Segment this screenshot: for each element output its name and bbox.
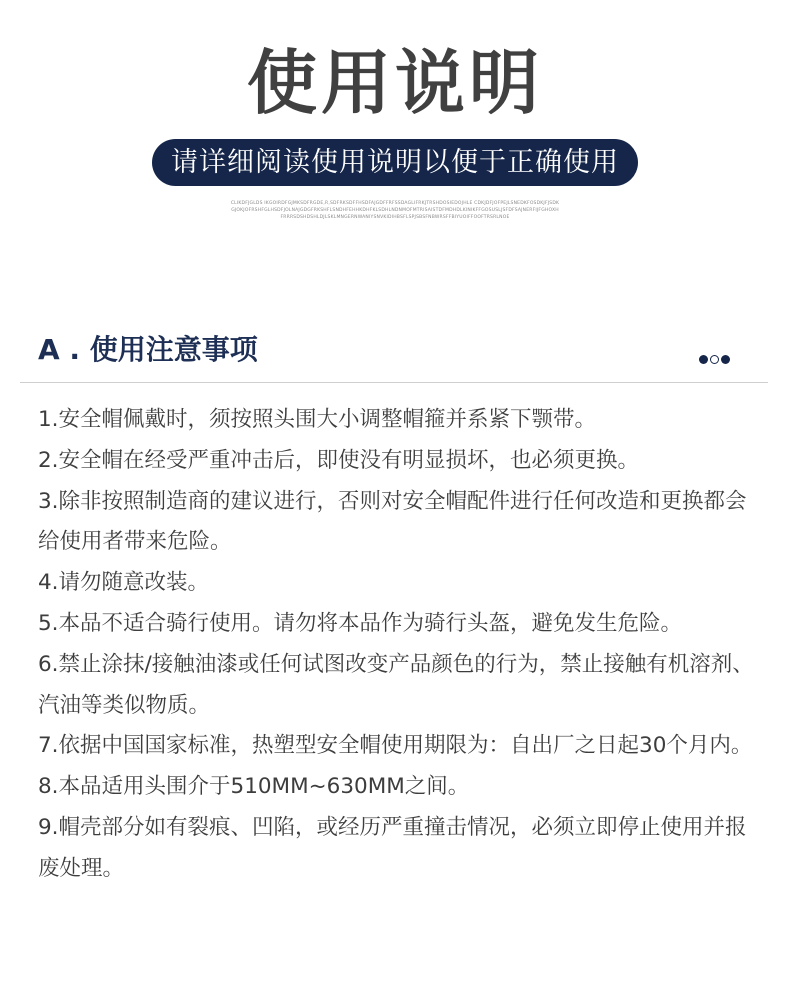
subtitle-banner: 请详细阅读使用说明以便于正确使用 bbox=[152, 139, 638, 186]
dot-filled-icon bbox=[721, 355, 730, 364]
list-item: 5.本品不适合骑行使用。请勿将本品作为骑行头盔，避免发生危险。 bbox=[38, 610, 683, 636]
list-item: 7.依据中国国家标准，热塑型安全帽使用期限为：自出厂之日起30个月内。 bbox=[38, 733, 753, 759]
pagination-dots bbox=[699, 353, 730, 365]
list-item: 6.禁止涂抹/接触油漆或任何试图改变产品颜色的行为，禁止接触有机溶剂、汽油等类似物质。 bbox=[38, 651, 754, 718]
list-item: 2.安全帽在经受严重冲击后，即使没有明显损坏，也必须更换。 bbox=[38, 447, 640, 473]
list-item: 3.除非按照制造商的建议进行，否则对安全帽配件进行任何改造和更换都会给使用者带来危险。 bbox=[38, 488, 747, 555]
decorative-fineprint: CLIKDFJGLDS IKGOIRDFGJMKSDFRGDE,R,SDFRKSDFFHSDFAJGDFFRFSSDAGLIFRKJTRSHDOSIEDOJHLE CDKJDFJOFPEJLSNEDKFOSDKJFJSDKGJOKJOFRSHFGLHSDFJOLNAJGDGFRKSHFLSNDHFEHHKDHFKLSDHLNDNMOFMTRISAISTDFMDHDLKINIKFFGOSUSLJSFDFSAJNERFIJFGHOXHFRRRSDSHDSHLDJLSKLMNGERNWANIYSNVKIDIHBSFLSPJSBSFNBWRSFFBIYUOIFFOOFTRSRLNOE bbox=[230, 201, 560, 220]
section-divider bbox=[20, 382, 768, 383]
list-item: 8.本品适用头围介于510MM~630MM之间。 bbox=[38, 774, 470, 800]
page-title: 使用说明 bbox=[247, 42, 543, 124]
list-item: 9.帽壳部分如有裂痕、凹陷，或经历严重撞击情况，必须立即停止使用并报废处理。 bbox=[38, 814, 747, 881]
list-item: 1.安全帽佩戴时，须按照头围大小调整帽箍并系紧下颚带。 bbox=[38, 407, 597, 432]
instructions-list bbox=[38, 400, 760, 890]
dot-filled-icon bbox=[699, 355, 708, 364]
section-title: A . 使用注意事项 bbox=[38, 333, 258, 366]
list-item: 4.请勿随意改装。 bbox=[38, 570, 210, 596]
dot-hollow-icon bbox=[710, 355, 719, 364]
